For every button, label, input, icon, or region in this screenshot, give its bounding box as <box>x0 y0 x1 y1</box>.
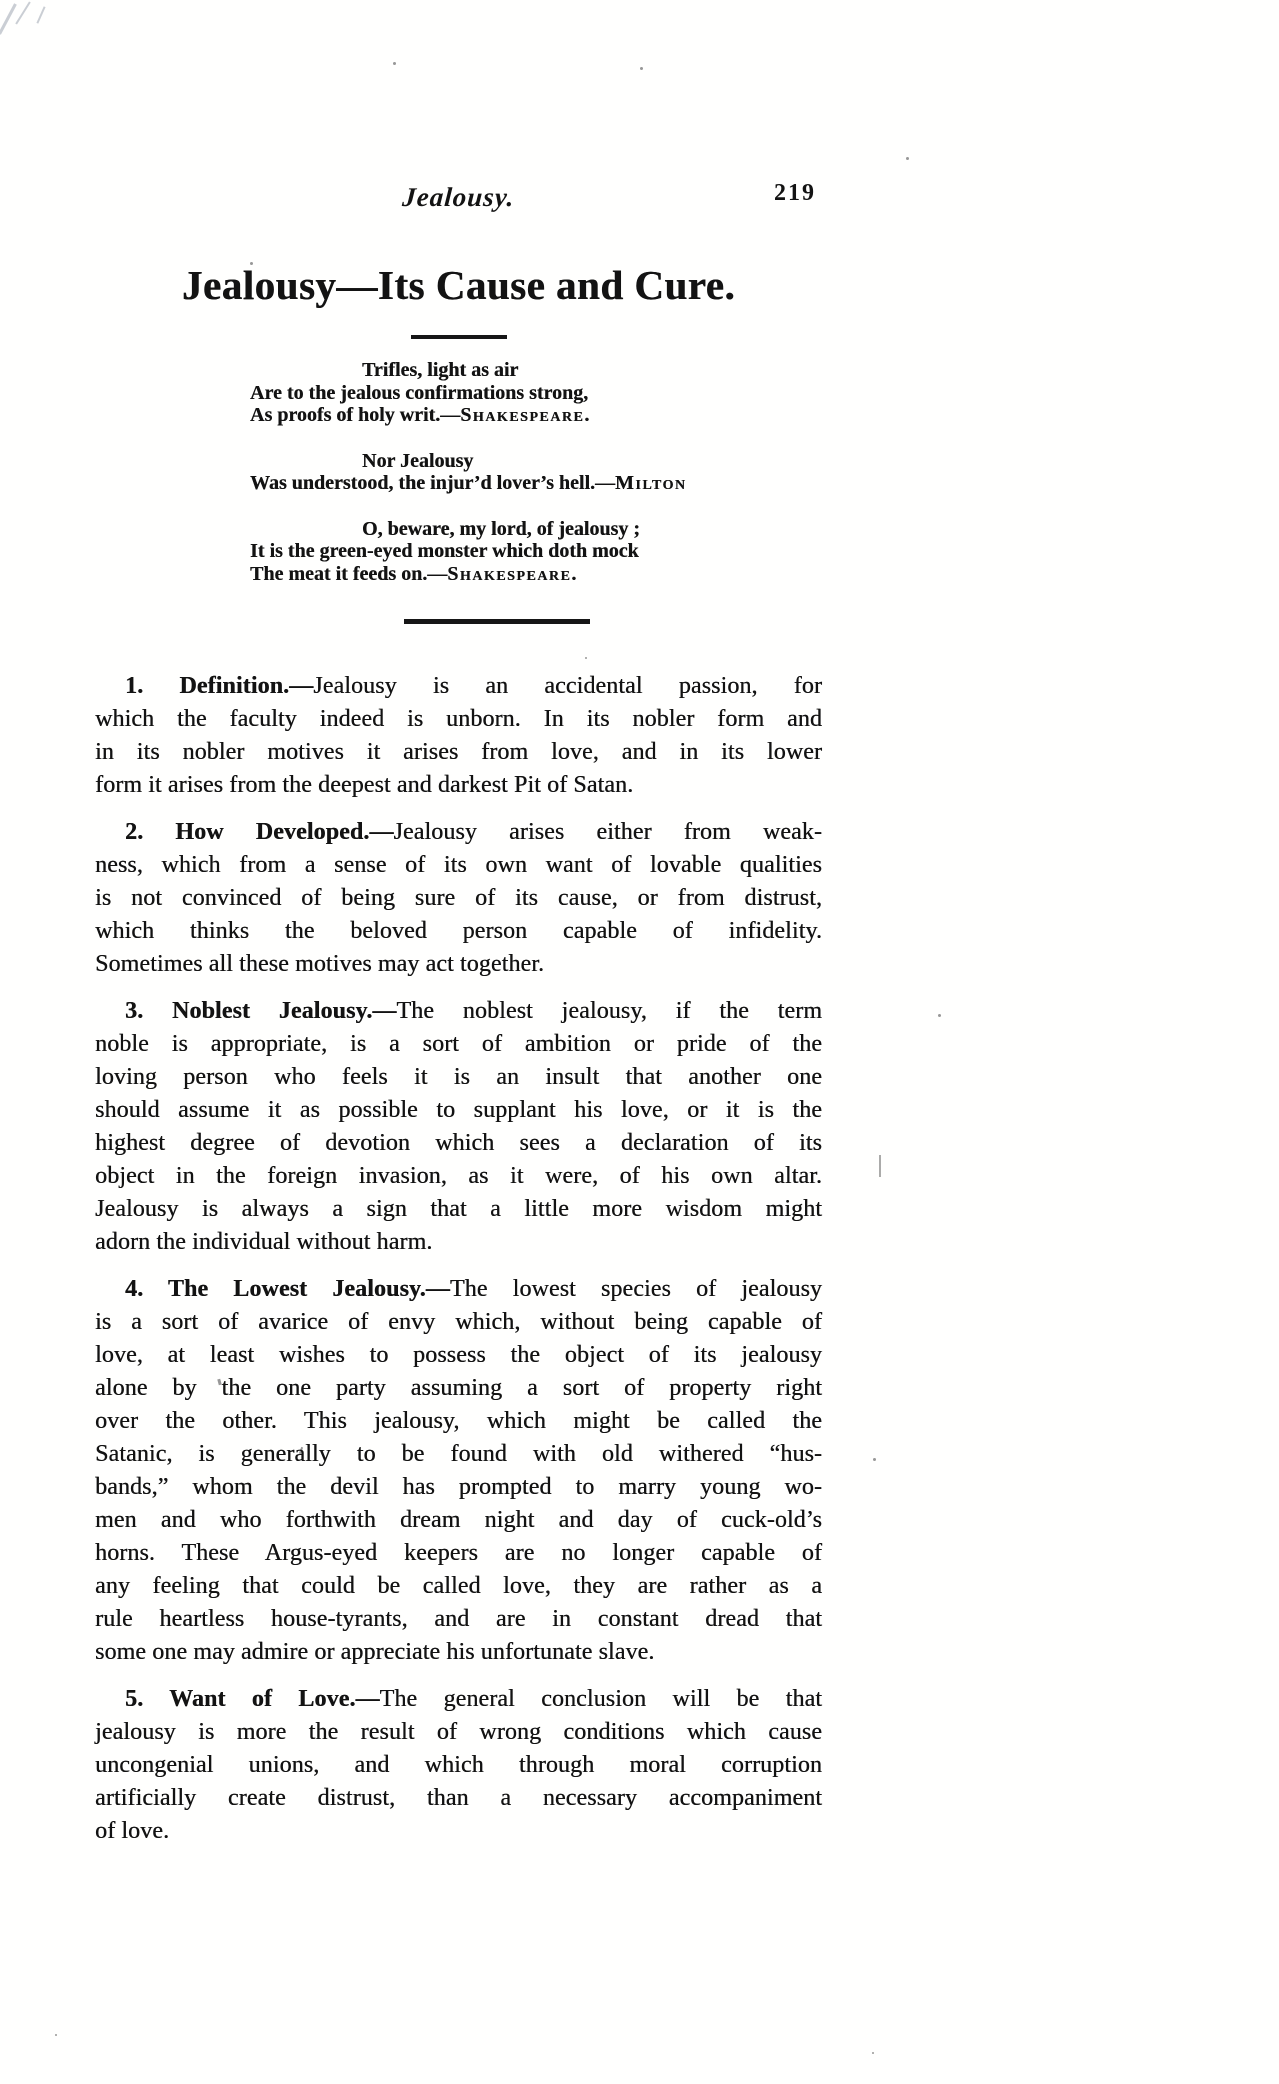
section-want-of-love <box>95 1683 822 1848</box>
text-line: object in the foreign invasion, as it were, of his own altar. <box>95 1163 822 1189</box>
chapter-body <box>95 670 822 1848</box>
text-line: form it arises from the deepest and darkest Pit of Satan. <box>95 772 634 798</box>
text-run: The lowest species of jealousy <box>449 1276 823 1302</box>
text-run: The general conclusion will be that <box>379 1686 822 1712</box>
text-line: ness, which from a sense of its own want of lovable qualities <box>95 852 822 878</box>
quote-attribution: Milton <box>615 472 687 494</box>
text-line: should assume it as possible to supplant his love, or it is the <box>95 1097 822 1123</box>
section-noblest-jealousy <box>95 995 822 1259</box>
epigraph-milton <box>250 450 822 495</box>
title-divider-rule <box>411 335 507 339</box>
text-line: Jealousy is always a sign that a little more wisdom might <box>95 1196 822 1222</box>
text-line: horns. These Argus-eyed keepers are no longer capable of <box>95 1540 822 1566</box>
page-number: 219 <box>774 180 816 206</box>
text-line: Sometimes all these motives may act together. <box>95 951 545 977</box>
quote-text: The meat it feeds on.— <box>250 562 448 585</box>
text-line: adorn the individual without harm. <box>95 1229 433 1255</box>
section-heading: 1. Definition.— <box>125 673 314 699</box>
text-line: uncongenial unions, and which through moral corruption <box>95 1752 822 1778</box>
epigraph-divider-rule <box>404 619 590 624</box>
section-lowest-jealousy <box>95 1273 822 1669</box>
text-line <box>95 995 822 1028</box>
text-run: Jealousy arises either from weak- <box>393 819 823 845</box>
scan-speck <box>938 1014 941 1017</box>
quote-line <box>250 563 822 586</box>
text-line: any feeling that could be called love, they are rather as a <box>95 1573 822 1599</box>
text-line: of love. <box>95 1818 170 1844</box>
text-line: in its nobler motives it arises from love, and in its lower <box>95 739 822 765</box>
text-line: which thinks the beloved person capable of infidelity. <box>95 918 822 944</box>
scan-speck <box>873 1458 876 1461</box>
text-line: men and who forthwith dream night and day of cuck-old’s <box>95 1507 822 1533</box>
quote-attribution: Shakespeare. <box>447 562 578 585</box>
text-line <box>95 670 822 703</box>
text-line: artificially create distrust, than a necessary accompaniment <box>95 1785 822 1811</box>
text-line: bands,” whom the devil has prompted to marry young wo- <box>95 1474 822 1500</box>
section-heading: 2. How Developed.— <box>125 819 394 845</box>
text-line: is a sort of avarice of envy which, without being capable of <box>95 1309 822 1335</box>
text-line <box>95 816 822 849</box>
text-line: jealousy is more the result of wrong conditions which cause <box>95 1719 822 1745</box>
scan-speck <box>872 2052 874 2054</box>
text-line: love, at least wishes to possess the object of its jealousy <box>95 1342 822 1368</box>
quote-line: O, beware, my lord, of jealousy ; <box>362 517 640 540</box>
section-heading: 4. The Lowest Jealousy.— <box>125 1276 450 1302</box>
quote-text: As proofs of holy writ.— <box>250 404 461 426</box>
scan-speck <box>879 1155 881 1177</box>
epigraph-shakespeare-2 <box>250 518 822 586</box>
pencil-mark <box>0 3 17 34</box>
text-line: over the other. This jealousy, which might be called the <box>95 1408 822 1434</box>
section-definition <box>95 670 822 802</box>
text-run: The noblest jealousy, if the term <box>396 998 822 1024</box>
text-line: loving person who feels it is an insult that another one <box>95 1064 822 1090</box>
running-header <box>95 182 822 216</box>
quote-attribution: Shakespeare. <box>460 404 591 426</box>
quote-line: Trifles, light as air <box>362 359 519 381</box>
text-line: is not convinced of being sure of its cause, or from distrust, <box>95 885 822 911</box>
text-line <box>95 1273 822 1306</box>
quote-line: Are to the jealous confirmations strong, <box>250 381 589 404</box>
section-heading: 3. Noblest Jealousy.— <box>125 998 397 1024</box>
text-line: which the faculty indeed is unborn. In its nobler form and <box>95 706 822 732</box>
text-line: alone by the one party assuming a sort of property right <box>95 1375 822 1401</box>
quote-text: Was understood, the injur’d lover’s hell.— <box>250 472 615 494</box>
text-line <box>95 1683 822 1716</box>
running-head-title: Jealousy. <box>401 182 516 212</box>
scan-speck <box>55 2034 57 2036</box>
epigraph-section <box>95 359 822 585</box>
text-line: rule heartless house-tyrants, and are in constant dread that <box>95 1606 822 1632</box>
pencil-mark <box>15 1 30 24</box>
page-text-block <box>95 0 822 1848</box>
quote-line: Nor Jealousy <box>362 449 474 472</box>
scan-speck <box>906 157 909 160</box>
text-line: Satanic, is generally to be found with old withered “hus- <box>95 1441 822 1467</box>
chapter-title: Jealousy—Its Cause and Cure. <box>181 262 736 308</box>
text-line: noble is appropriate, is a sort of ambition or pride of the <box>95 1031 822 1057</box>
text-line: some one may admire or appreciate his unfortunate slave. <box>95 1639 655 1665</box>
quote-line <box>250 472 822 495</box>
section-how-developed <box>95 816 822 981</box>
pencil-mark <box>36 6 45 23</box>
epigraph-shakespeare-1 <box>250 359 822 427</box>
quote-line: It is the green-eyed monster which doth mock <box>250 540 639 562</box>
quote-line <box>250 404 822 427</box>
text-line: highest degree of devotion which sees a declaration of its <box>95 1130 822 1156</box>
text-run: Jealousy is an accidental passion, for <box>313 673 822 699</box>
section-heading: 5. Want of Love.— <box>125 1686 380 1712</box>
